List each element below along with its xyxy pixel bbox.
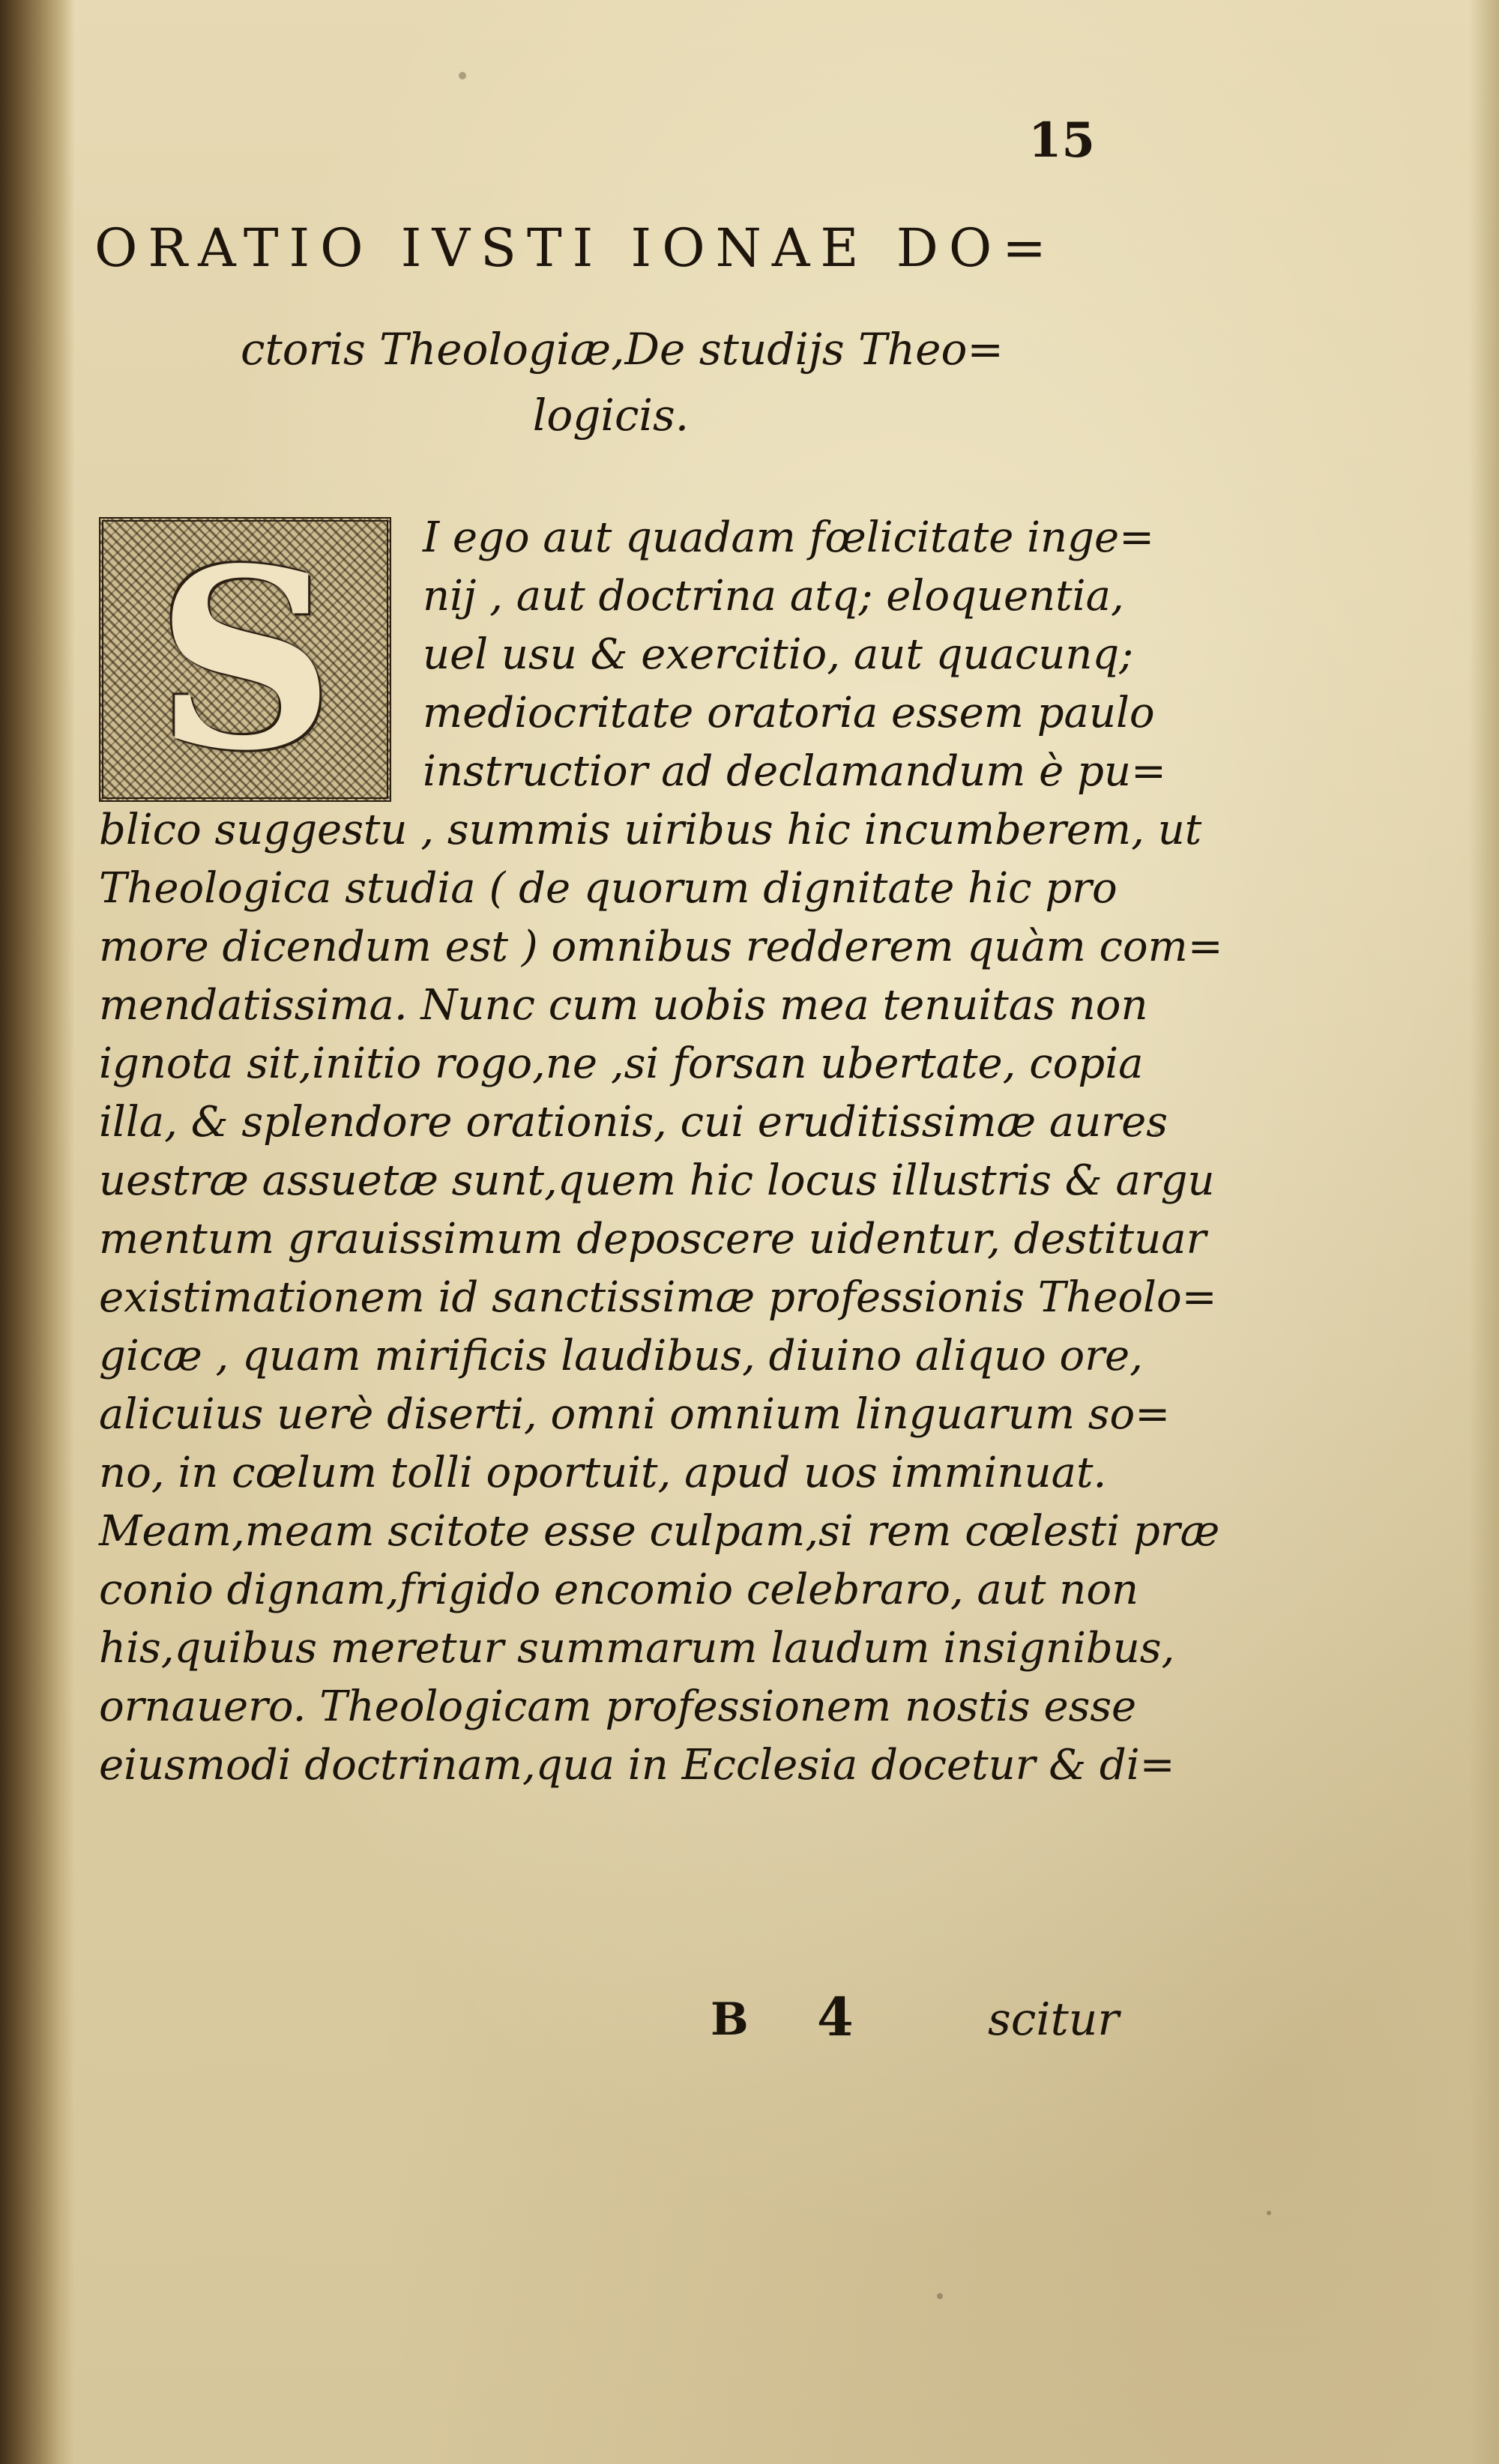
body-line: conio dignam,frigido encomio celebraro, aut non: [99, 1565, 1139, 1614]
body-line: his,quibus meretur summarum laudum insignibus,: [99, 1624, 1175, 1673]
page-edge: [1469, 0, 1499, 2464]
body-line: mendatissima. Nunc cum uobis mea tenuitas non: [99, 981, 1148, 1030]
decorated-initial: [99, 517, 391, 802]
body-line: ornauero. Theologicam professionem nostis esse: [99, 1682, 1137, 1731]
subtitle-line-2: logicis.: [532, 390, 690, 441]
page-number: 15: [1028, 112, 1096, 169]
body-line: no, in cœlum tolli oportuit, apud uos imminuat.: [99, 1449, 1107, 1497]
body-line: existimationem id sanctissimæ professionis Theolo=: [99, 1273, 1217, 1322]
body-line: instructior ad declamandum è pu=: [423, 747, 1166, 796]
body-line: Meam,meam scitote esse culpam,si rem cœlesti præ: [99, 1507, 1220, 1556]
signature-mark-number: 4: [817, 1986, 854, 2048]
body-line: illa, & splendore orationis, cui eruditissimæ aures: [99, 1098, 1168, 1147]
body-line: blico suggestu , summis uiribus hic incumberem, ut: [99, 806, 1202, 854]
oration-title: ORATIO IVSTI IONAE DO=: [94, 217, 1057, 279]
body-line: gicæ , quam mirificis laudibus, diuino aliquo ore,: [99, 1332, 1143, 1380]
paper-speck: [1267, 2211, 1271, 2215]
body-line: uel usu & exercitio, aut quacunq;: [423, 630, 1134, 679]
body-line: mediocritate oratoria essem paulo: [423, 689, 1155, 737]
paper-speck: [459, 72, 466, 79]
body-line: eiusmodi doctrinam,qua in Ecclesia docetur & di=: [99, 1741, 1175, 1790]
body-line: mentum grauissimum deposcere uidentur, destituar: [99, 1215, 1207, 1263]
body-line: alicuius uerè diserti, omni omnium linguarum so=: [99, 1390, 1171, 1439]
body-line: uestræ assuetæ sunt,quem hic locus illustris & argu: [99, 1156, 1215, 1205]
initial-letter: S: [155, 517, 335, 802]
body-line: I ego aut quadam fœlicitate inge=: [423, 513, 1155, 562]
body-line: more dicendum est ) omnibus redderem quàm com=: [99, 923, 1223, 971]
paper-speck: [1154, 1132, 1159, 1137]
paper-speck: [937, 2293, 943, 2299]
body-line: nij , aut doctrina atq; eloquentia,: [423, 572, 1124, 620]
subtitle-line-1: ctoris Theologiæ,De studijs Theo=: [240, 324, 1004, 375]
body-line: Theologica studia ( de quorum dignitate hic pro: [99, 864, 1118, 913]
signature-mark-letter: B: [711, 1993, 749, 2046]
body-line: ignota sit,initio rogo,ne ,si forsan ubertate, copia: [99, 1039, 1144, 1088]
catchword: scitur: [988, 1993, 1120, 2046]
